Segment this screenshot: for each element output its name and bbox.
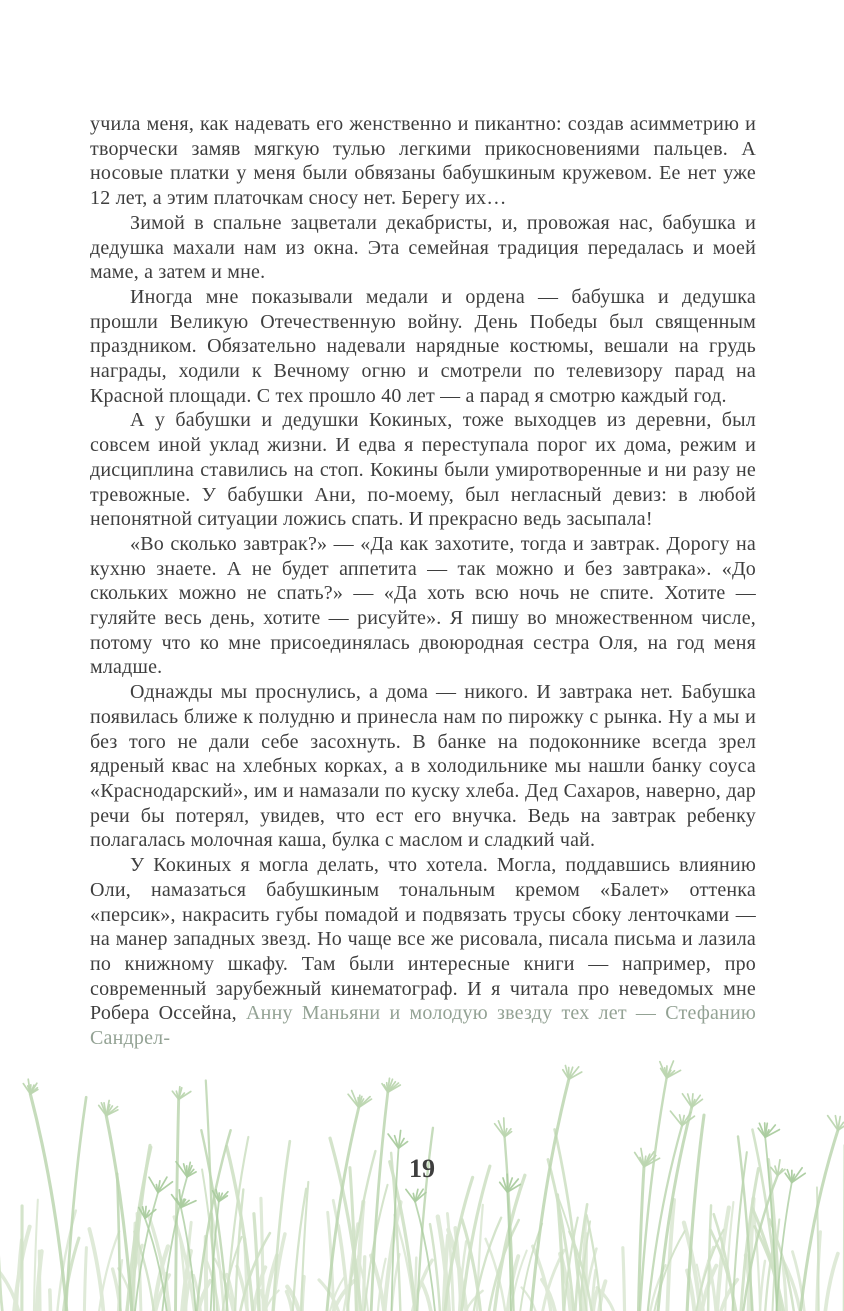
page-number: 19 (409, 1154, 435, 1183)
paragraph-faded-text: Анну Маньяни и молодую звезду тех лет — Стефанию Сандрел- (90, 1002, 756, 1050)
paragraph-text: А у бабушки и дедушки Кокиных, тоже выходцев из деревни, был совсем иной уклад жизни. И едва я переступала порог их дома, режим и дисциплина ставились на стоп. Кокины были умиротворенные и ни разу не тревожные. У бабушки Ани, по-моему, был негласный девиз: в любой непонятной ситуации ложись спать. И прекрасно ведь засыпала! (90, 409, 756, 531)
paragraph-text: Зимой в спальне зацветали декабристы, и, провожая нас, бабушка и дедушка махали нам из окна. Эта семейная традиция передалась и моей маме, а затем и мне. (90, 211, 756, 284)
paragraph (90, 408, 756, 532)
paragraph (90, 112, 756, 211)
paragraph (90, 285, 756, 409)
paragraph-text: У Кокиных я могла делать, что хотела. Могла, поддавшись влиянию Оли, намазаться бабушкиным тональным кремом «Балет» оттенка «персик», накрасить губы помадой и подвязать трусы сбоку ленточками — на манер западных звезд. Но чаще все же рисовала, писала письма и лазила по книжному шкафу. Там были интересные книги — например, про современный зарубежный кинематограф. И я читала про неведомых мне Робера Оссейна, (90, 854, 756, 1025)
paragraph-text: «Во сколько завтрак?» — «Да как захотите, тогда и завтрак. Дорогу на кухню знаете. А не будет аппетита — так можно и без завтрака». «До скольких можно не спать?» — «Да хоть всю ночь не спите. Хотите — гуляйте весь день, хотите — рисуйте». Я пишу во множественном числе, потому что ко мне присоединялась двоюродная сестра Оля, на год меня младше. (90, 532, 756, 679)
paragraph (90, 532, 756, 680)
page-text (90, 112, 756, 1051)
paragraph (90, 211, 756, 285)
paragraph (90, 853, 756, 1051)
paragraph-text: учила меня, как надевать его женственно и пикантно: создав асимметрию и творчески замяв мягкую тулью легкими прикосновениями пальцев. А носовые платки у меня были обвязаны бабушкиным кружевом. Ее нет уже 12 лет, а этим платочкам сносу нет. Берегу их… (90, 113, 756, 210)
paragraph-text: Однажды мы проснулись, а дома — никого. И завтрака нет. Бабушка появилась ближе к полудню и принесла нам по пирожку с рынка. Ну а мы и без того не дали себе засохнуть. В банке на подоконнике всегда зрел ядреный квас на хлебных корках, а в холодильнике мы нашли банку соуса «Краснодарский», им и намазали по куску хлеба. Дед Сахаров, наверно, дар речи бы потерял, увидев, что ест его внучка. Ведь на завтрак ребенку полагалась молочная каша, булка с маслом и сладкий чай. (90, 681, 756, 852)
paragraph (90, 680, 756, 853)
paragraph-text: Иногда мне показывали медали и ордена — бабушка и дедушка прошли Великую Отечественную войну. День Победы был священным праздником. Обязательно надевали нарядные костюмы, вешали на грудь награды, ходили к Вечному огню и смотрели по телевизору парад на Красной площади. С тех прошло 40 лет — а парад я смотрю каждый год. (90, 285, 756, 407)
